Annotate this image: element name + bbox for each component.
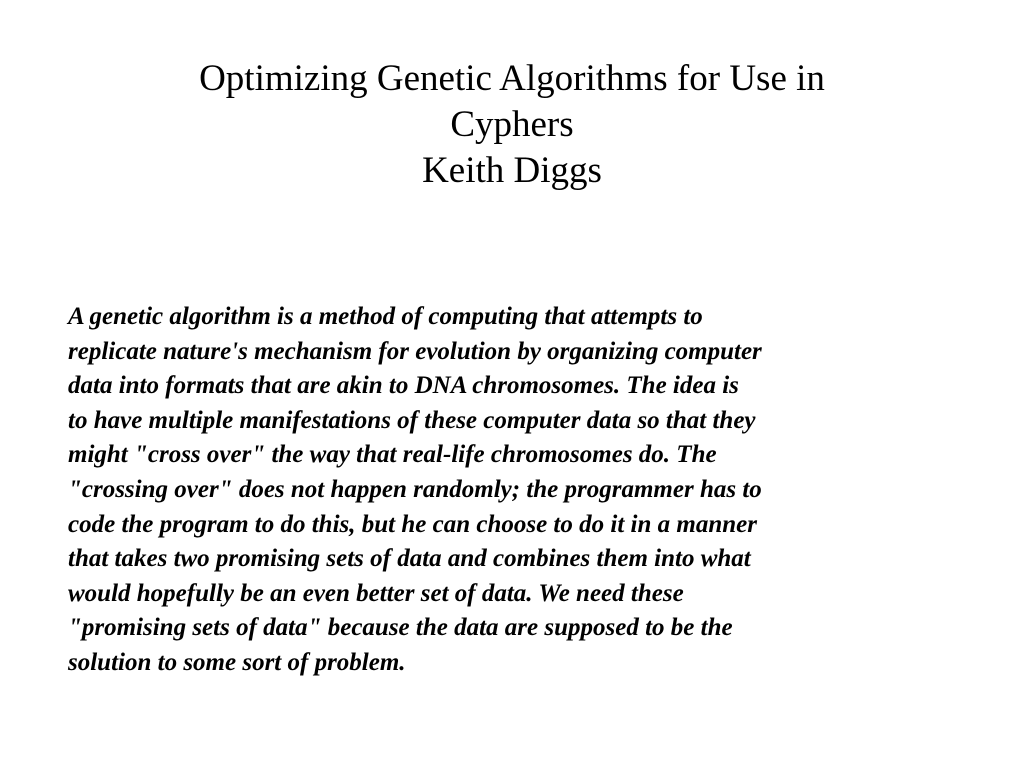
body-line: that takes two promising sets of data and combines them into what (68, 545, 751, 573)
title-line-1: Optimizing Genetic Algorithms for Use in (199, 58, 825, 99)
title-block (90, 56, 934, 194)
title-line-2: Cyphers (450, 104, 574, 145)
body-line: "crossing over" does not happen randomly; the programmer has to (68, 475, 762, 503)
body-line: might "cross over" the way that real-life chromosomes do. The (68, 441, 717, 469)
body-line: to have multiple manifestations of these computer data so that they (68, 406, 756, 434)
body-line: "promising sets of data" because the data are supposed to be the (68, 614, 733, 642)
body-paragraph (68, 300, 948, 681)
body-line: code the program to do this, but he can choose to do it in a manner (68, 510, 757, 538)
body-line: data into formats that are akin to DNA chromosomes. The idea is (68, 372, 739, 400)
body-line: solution to some sort of problem. (68, 648, 406, 676)
author-name: Keith Diggs (422, 150, 602, 191)
body-line: would hopefully be an even better set of data. We need these (68, 579, 684, 607)
body-line: replicate nature's mechanism for evolution by organizing computer (68, 337, 762, 365)
body-line: A genetic algorithm is a method of computing that attempts to (68, 303, 703, 330)
